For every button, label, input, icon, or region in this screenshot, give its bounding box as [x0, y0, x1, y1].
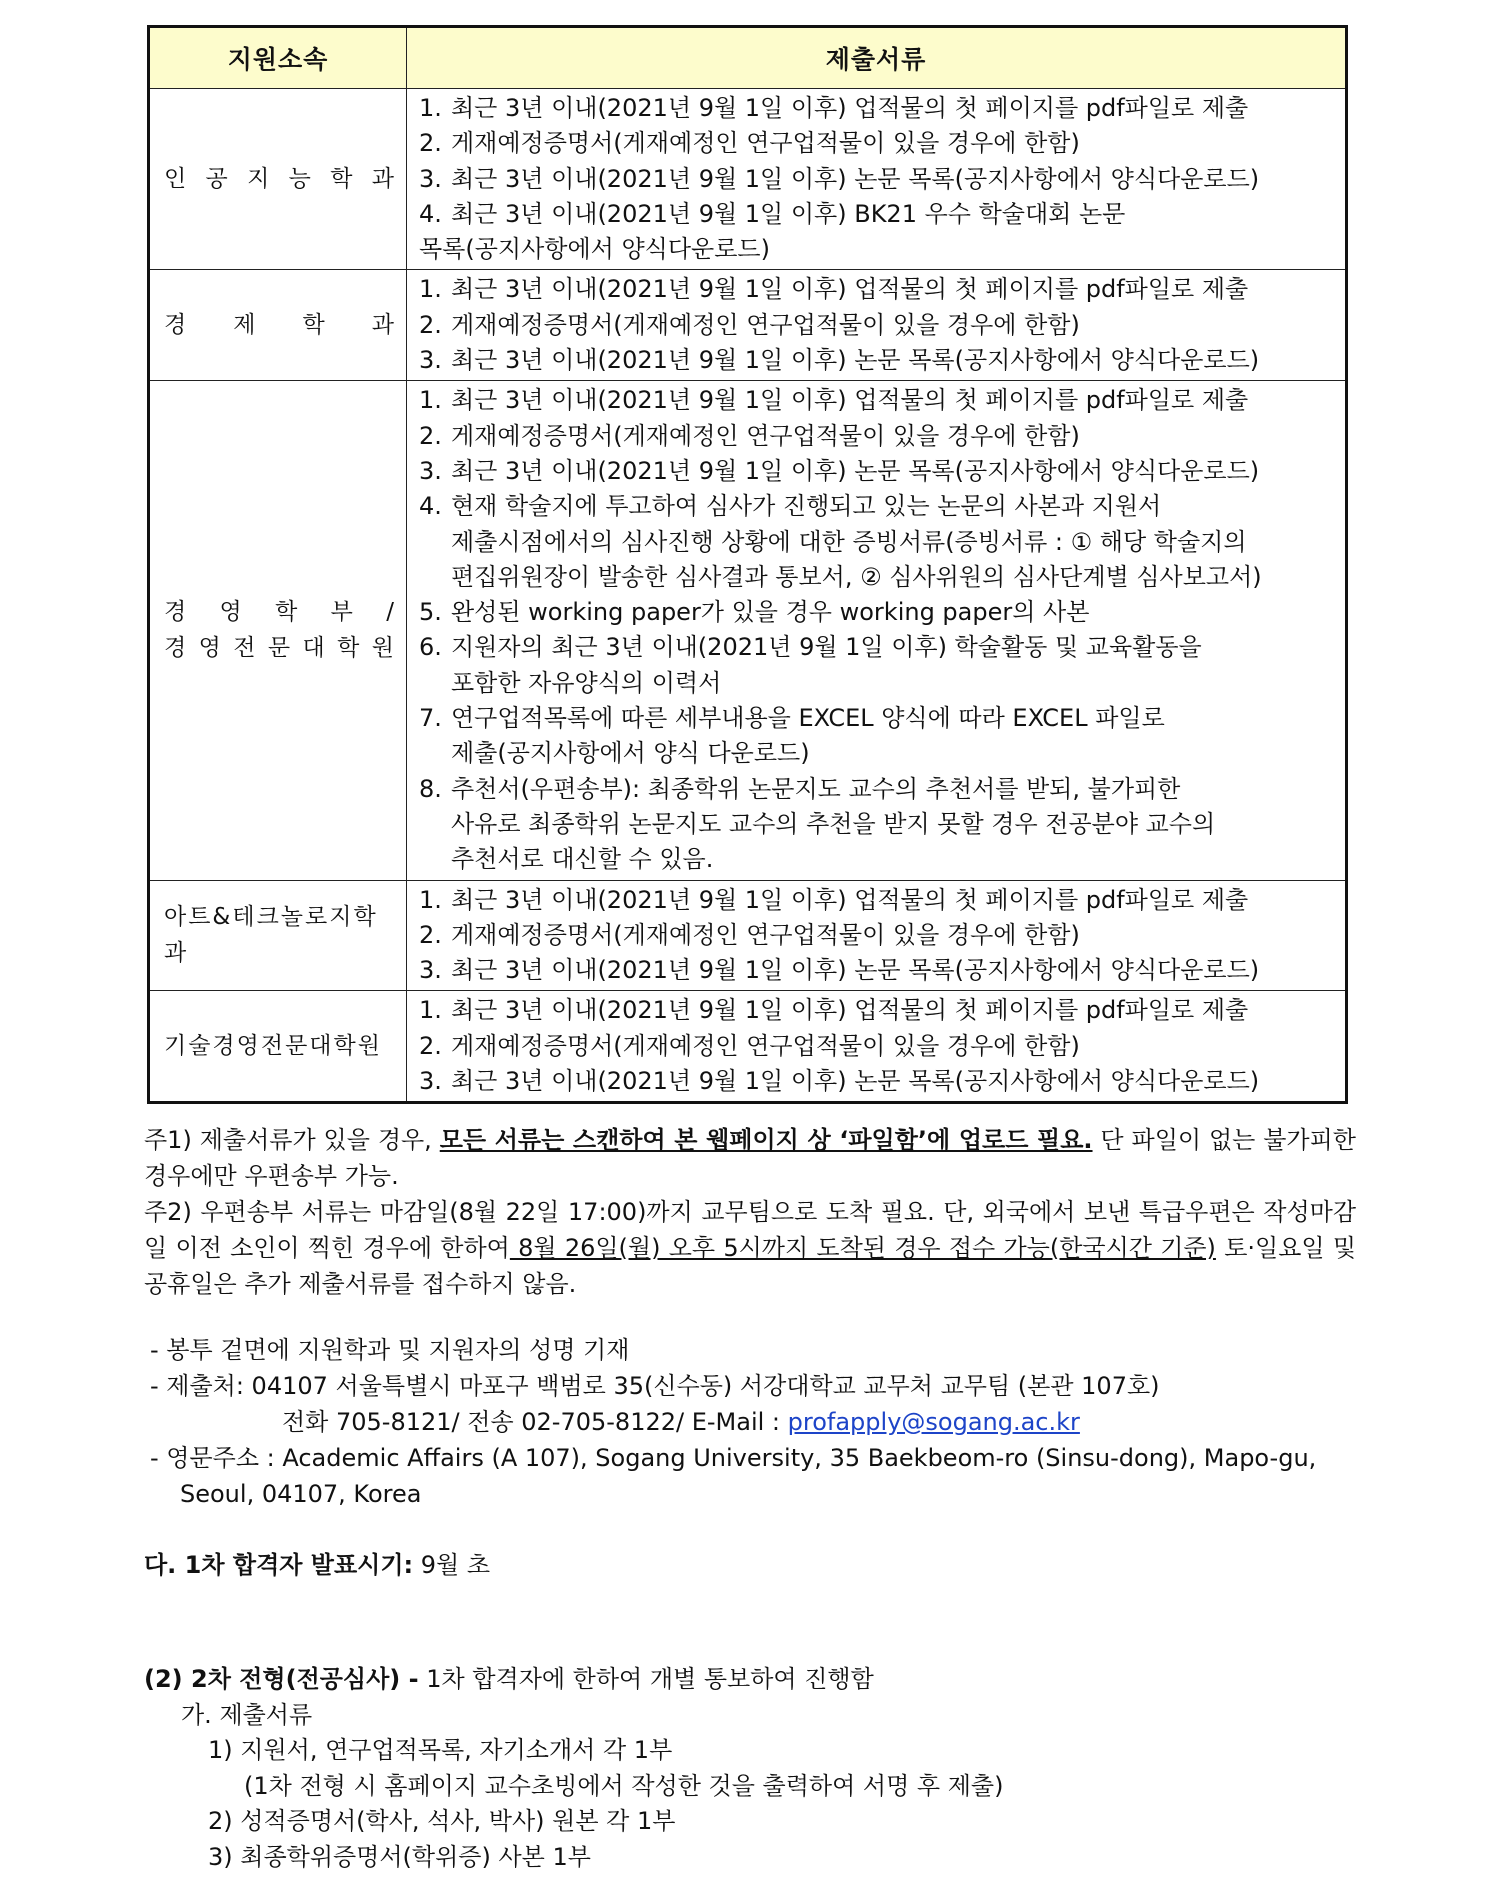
item-text-continued: 편집위원장이 발송한 심사결과 통보서, ② 심사위원의 심사단계별 심사보고서): [451, 562, 1262, 591]
item-text: 최근 3년 이내(2021년 9월 1일 이후) 논문 목록(공지사항에서 양식다운로드): [451, 956, 1260, 985]
document-item: [419, 343, 1339, 378]
department-name: 경 영 학 부 /: [164, 599, 396, 626]
item-number: 3.: [419, 956, 442, 985]
document-item: [419, 308, 1339, 343]
item-number: 2.: [419, 129, 442, 158]
item-number: 3.: [419, 1067, 442, 1096]
item-number: 2.: [419, 1031, 442, 1060]
department-name: 경 제 학 과: [164, 312, 396, 339]
section-2-item-2: 2) 성적증명서(학사, 석사, 박사) 원본 각 1부: [208, 1807, 676, 1835]
item-text: 게재예정증명서(게재예정인 연구업적물이 있을 경우에 한함): [451, 920, 1080, 949]
document-item: [419, 993, 1339, 1028]
document-item: [419, 772, 1339, 807]
documents-cell: [407, 880, 1347, 991]
document-item: [419, 918, 1339, 953]
item-number: 2.: [419, 421, 442, 450]
table-row: [149, 880, 1347, 991]
department-cell: [149, 89, 407, 270]
item-text-continued: 제출시점에서의 심사진행 상황에 대한 증빙서류(증빙서류 : ① 해당 학술지의: [451, 527, 1247, 556]
section-2-item-3: 3) 최종학위증명서(학위증) 사본 1부: [208, 1843, 591, 1871]
section-2-ga: 가. 제출서류: [181, 1701, 313, 1729]
department-name: 경 영 전 문 대 학 원: [164, 635, 396, 662]
document-item: [419, 162, 1339, 197]
item-text-continued: 목록(공지사항에서 양식다운로드): [419, 235, 770, 264]
mailing-info: [150, 1332, 1316, 1512]
document-item: [419, 91, 1339, 126]
table-row: [149, 89, 1347, 270]
note-1: 주1) 제출서류가 있을 경우, 모든 서류는 스캔하여 본 웹페이지 상 ‘파일함’에 업로드 필요. 단 파일이 없는 불가피한 경우에만 우편송부 가능.: [144, 1126, 1356, 1190]
document-item: [419, 701, 1339, 736]
bullet-address: - 제출처: 04107 서울특별시 마포구 백범로 35(신수동) 서강대학교 교무처 교무팀 (본관 107호): [150, 1372, 1160, 1400]
section-2-heading: (2) 2차 전형(전공심사) - 1차 합격자에 한하여 개별 통보하여 진행함: [144, 1665, 874, 1693]
documents-cell: [407, 991, 1347, 1103]
item-number: 3.: [419, 346, 442, 375]
item-number: 1.: [419, 885, 442, 914]
submission-documents-table: [147, 25, 1348, 1104]
section-da-value: 9월 초: [413, 1551, 491, 1579]
item-number: 1.: [419, 996, 442, 1025]
department-cell: [149, 270, 407, 381]
document-item: [419, 630, 1339, 665]
header-affiliation: 지원소속: [149, 27, 407, 89]
section-2-desc: 1차 합격자에 한하여 개별 통보하여 진행함: [418, 1665, 874, 1693]
table-row: [149, 381, 1347, 880]
document-item: [419, 595, 1339, 630]
item-text: 연구업적목록에 따른 세부내용을 EXCEL 양식에 따라 EXCEL 파일로: [451, 704, 1165, 733]
document-item: [419, 126, 1339, 161]
item-text: 게재예정증명서(게재예정인 연구업적물이 있을 경우에 한함): [451, 1031, 1080, 1060]
item-text: 최근 3년 이내(2021년 9월 1일 이후) 업적물의 첫 페이지를 pdf파일로 제출: [451, 275, 1249, 304]
item-text-continued: 제출(공지사항에서 양식 다운로드): [451, 739, 810, 768]
item-number: 1.: [419, 275, 442, 304]
section-2-title: (2) 2차 전형(전공심사): [144, 1665, 401, 1693]
item-text: 최근 3년 이내(2021년 9월 1일 이후) 논문 목록(공지사항에서 양식다운로드): [451, 1067, 1260, 1096]
item-number: 7.: [419, 704, 442, 733]
item-text: 최근 3년 이내(2021년 9월 1일 이후) 업적물의 첫 페이지를 pdf파일로 제출: [451, 996, 1249, 1025]
document-item: [419, 1029, 1339, 1064]
document-item: [419, 489, 1339, 524]
item-text: 최근 3년 이내(2021년 9월 1일 이후) 업적물의 첫 페이지를 pdf파일로 제출: [451, 94, 1249, 122]
item-number: 1.: [419, 386, 442, 415]
item-text: 현재 학술지에 투고하여 심사가 진행되고 있는 논문의 사본과 지원서: [451, 492, 1162, 521]
document-item: [419, 383, 1339, 418]
item-text: 최근 3년 이내(2021년 9월 1일 이후) 논문 목록(공지사항에서 양식다운로드): [451, 456, 1260, 485]
item-text: 지원자의 최근 3년 이내(2021년 9월 1일 이후) 학술활동 및 교육활동을: [451, 633, 1202, 662]
table-row: [149, 991, 1347, 1103]
bullet-envelope: - 봉투 겉면에 지원학과 및 지원자의 성명 기재: [150, 1336, 630, 1364]
item-text: 추천서(우편송부): 최종학위 논문지도 교수의 추천서를 받되, 불가피한: [451, 774, 1181, 803]
notes-block: [144, 1122, 1356, 1302]
documents-cell: [407, 89, 1347, 270]
item-text-continued: 추천서로 대신할 수 있음.: [451, 845, 714, 874]
department-cell: [149, 880, 407, 991]
bullet-english-address: - 영문주소 : Academic Affairs (A 107), Sogang University, 35 Baekbeom-ro (Sinsu-dong), Mapo-gu,: [150, 1444, 1317, 1472]
item-text: 최근 3년 이내(2021년 9월 1일 이후) 논문 목록(공지사항에서 양식다운로드): [451, 164, 1260, 193]
section-da-label: 다. 1차 합격자 발표시기:: [144, 1551, 414, 1579]
document-item: [419, 953, 1339, 988]
item-text-continued: 포함한 자유양식의 이력서: [451, 668, 722, 697]
item-text: 게재예정증명서(게재예정인 연구업적물이 있을 경우에 한함): [451, 129, 1080, 158]
header-documents: 제출서류: [407, 27, 1347, 89]
item-number: 3.: [419, 164, 442, 193]
item-text: 최근 3년 이내(2021년 9월 1일 이후) 업적물의 첫 페이지를 pdf파일로 제출: [451, 386, 1249, 415]
email-link[interactable]: profapply@sogang.ac.kr: [787, 1408, 1080, 1436]
department-name: 인 공 지 능 학 과: [164, 166, 396, 193]
document-item: [419, 883, 1339, 918]
section-2-item-1-sub: (1차 전형 시 홈페이지 교수초빙에서 작성한 것을 출력하여 서명 후 제출): [244, 1772, 1004, 1800]
section-da: [144, 1547, 490, 1583]
item-text: 최근 3년 이내(2021년 9월 1일 이후) 논문 목록(공지사항에서 양식다운로드): [451, 346, 1260, 375]
bullet-english-address-cont: Seoul, 04107, Korea: [180, 1480, 422, 1508]
table-header-row: [149, 27, 1347, 89]
documents-cell: [407, 381, 1347, 880]
item-text: 게재예정증명서(게재예정인 연구업적물이 있을 경우에 한함): [451, 421, 1080, 450]
item-text: 최근 3년 이내(2021년 9월 1일 이후) 업적물의 첫 페이지를 pdf파일로 제출: [451, 885, 1249, 914]
document-item: [419, 1064, 1339, 1099]
item-number: 8.: [419, 774, 442, 803]
document-item: [419, 454, 1339, 489]
item-number: 4.: [419, 492, 442, 521]
department-name: 아트&테크놀로지학과: [164, 904, 378, 967]
item-number: 3.: [419, 456, 442, 485]
item-number: 2.: [419, 920, 442, 949]
table-row: [149, 270, 1347, 381]
item-number: 5.: [419, 598, 442, 627]
section-2-item-1: 1) 지원서, 연구업적목록, 자기소개서 각 1부: [208, 1736, 673, 1764]
documents-cell: [407, 270, 1347, 381]
item-text: 최근 3년 이내(2021년 9월 1일 이후) BK21 우수 학술대회 논문: [451, 199, 1126, 228]
item-number: 6.: [419, 633, 442, 662]
department-cell: [149, 991, 407, 1103]
item-text: 완성된 working paper가 있을 경우 working paper의 사본: [451, 598, 1090, 627]
note-2: 주2) 우편송부 서류는 마감일(8월 22일 17:00)까지 교무팀으로 도착 필요. 단, 외국에서 보낸 특급우편은 작성마감일 이전 소인이 찍힌 경우에 한하여 8월 26일(월) 오후 5시까지 도착된 경우 접수 가능(한국시간 기준) 토·일요일 및 공휴일은 추가 제출서류를 접수하지 않음.: [144, 1198, 1356, 1298]
document-item: [419, 419, 1339, 454]
item-text-continued: 사유로 최종학위 논문지도 교수의 추천을 받지 못할 경우 전공분야 교수의: [451, 809, 1216, 838]
department-cell: [149, 381, 407, 880]
document-item: [419, 197, 1339, 232]
note-2-emphasis: 8월 26일(월) 오후 5시까지 도착된 경우 접수 가능(한국시간 기준): [509, 1234, 1216, 1262]
note-1-emphasis: 모든 서류는 스캔하여 본 웹페이지 상 ‘파일함’에 업로드 필요.: [439, 1126, 1093, 1154]
bullet-contact: 전화 705-8121/ 전송 02-705-8122/ E-Mail : profapply@sogang.ac.kr: [282, 1408, 1080, 1436]
item-text: 게재예정증명서(게재예정인 연구업적물이 있을 경우에 한함): [451, 310, 1080, 339]
item-number: 1.: [419, 94, 442, 122]
item-number: 4.: [419, 199, 442, 228]
document-item: [419, 272, 1339, 307]
department-name: 기술경영전문대학원: [164, 1033, 382, 1060]
item-number: 2.: [419, 310, 442, 339]
